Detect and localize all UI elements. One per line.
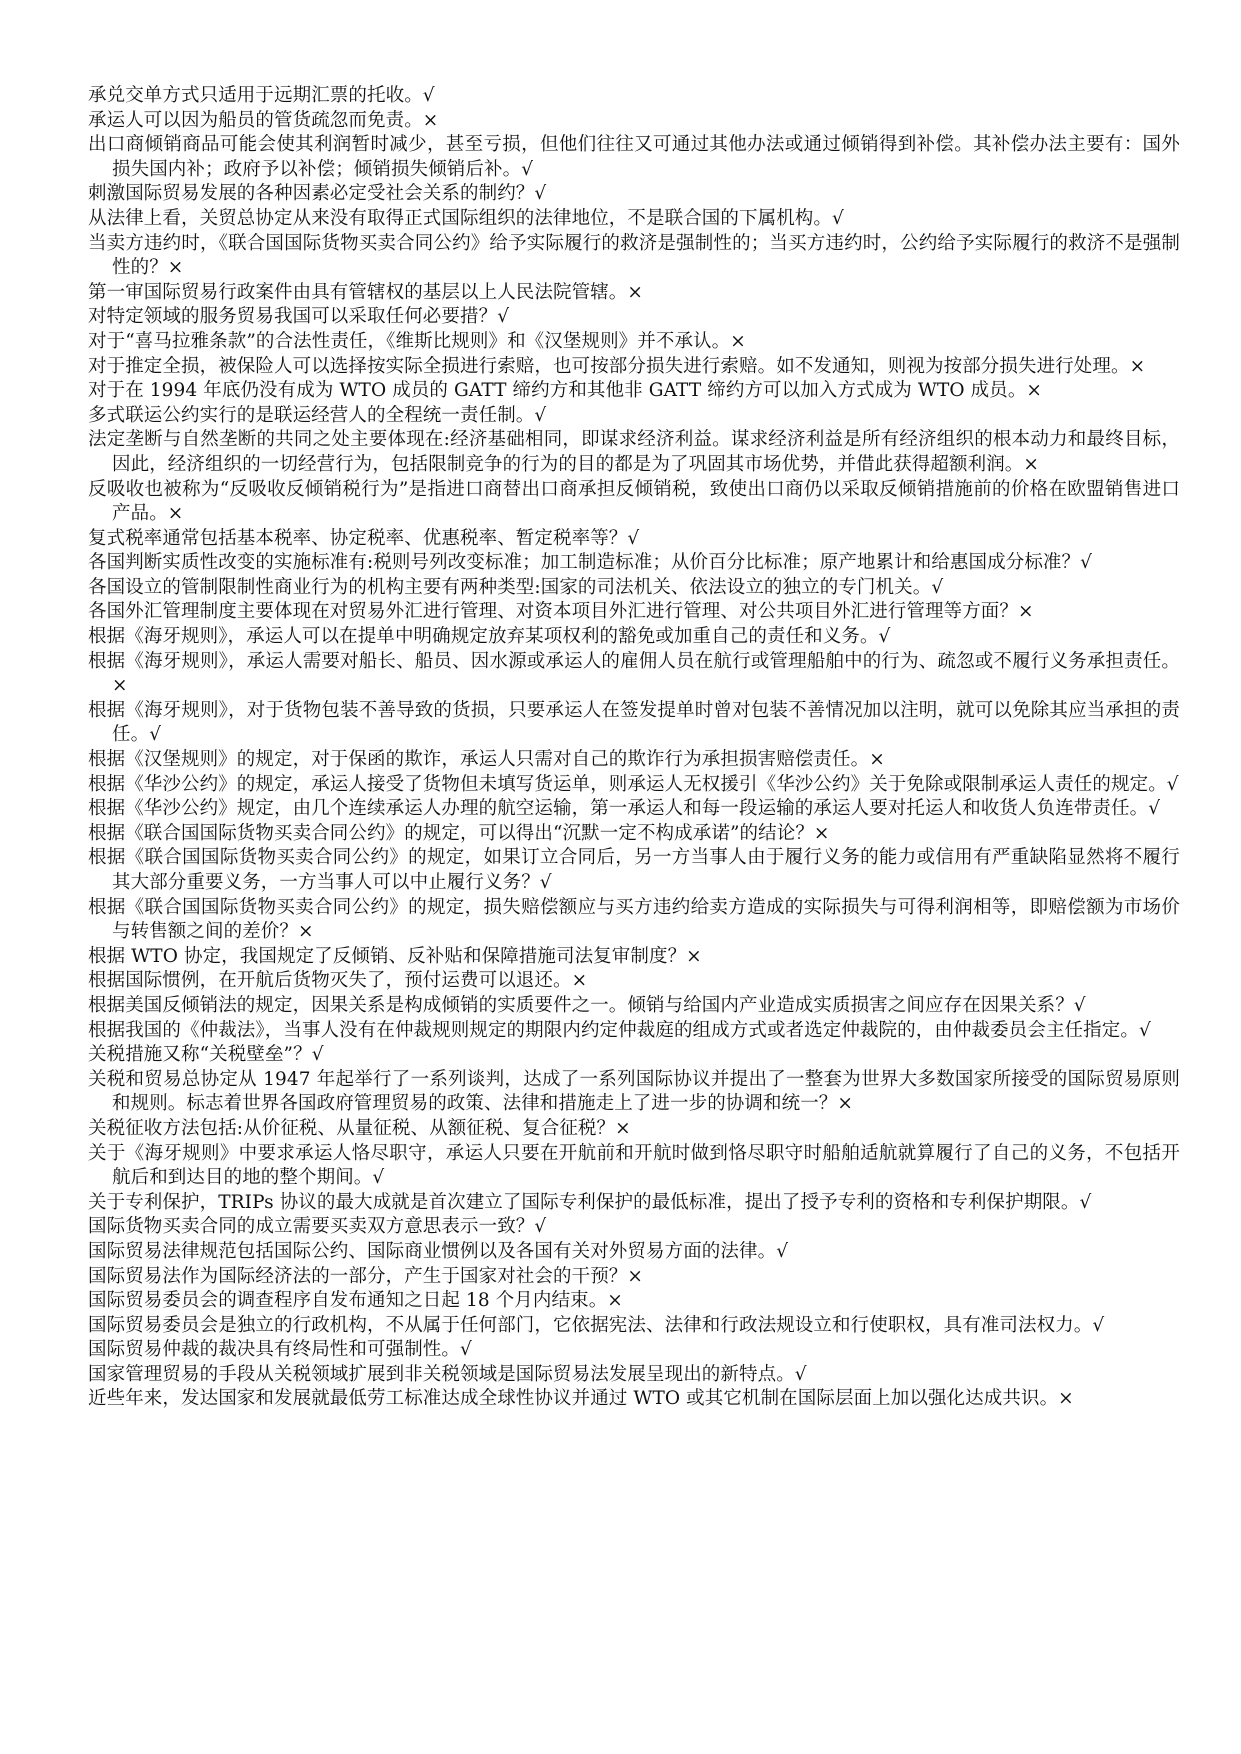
list-item: 根据美国反倾销法的规定，因果关系是构成倾销的实质要件之一。倾销与给国内产业造成实质损害之间应存在因果关系？√ bbox=[88, 994, 1086, 1016]
list-item: 根据《联合国国际货物买卖合同公约》的规定，如果订立合同后，另一方当事人由于履行义务的能力或信用有严重缺陷显然将不履行其大部分重要义务，一方当事人可以中止履行义务？√ bbox=[88, 847, 1180, 893]
list-item: 国际贸易委员会的调查程序自发布通知之日起 18 个月内结束。× bbox=[88, 1290, 623, 1312]
list-item: 根据我国的《仲裁法》，当事人没有在仲裁规则规定的期限内约定仲裁庭的组成方式或者选定仲裁院的，由仲裁委员会主任指定。√ bbox=[88, 1019, 1151, 1041]
list-item: 根据《华沙公约》规定，由几个连续承运人办理的航空运输，第一承运人和每一段运输的承运人要对托运人和收货人负连带责任。√ bbox=[88, 798, 1161, 820]
list-item: 根据《联合国国际货物买卖合同公约》的规定，损失赔偿额应与买方违约给卖方造成的实际损失与可得利润相等，即赔偿额为市场价与转售额之间的差价？× bbox=[88, 896, 1180, 943]
list-item: 承兑交单方式只适用于远期汇票的托收。√ bbox=[88, 85, 435, 106]
list-item: 法定垄断与自然垄断的共同之处主要体现在:经济基础相同，即谋求经济利益。谋求经济利益是所有经济组织的根本动力和最终目标，因此，经济组织的一切经营行为，包括限制竞争的行为的目的都是为了巩固其市场优势，并借此获得超额利润。× bbox=[88, 429, 1180, 475]
list-item: 国际贸易委员会是独立的行政机构，不从属于任何部门，它依据宪法、法律和行政法规设立和行使职权，具有准司法权力。√ bbox=[88, 1314, 1105, 1336]
list-item: 当卖方违约时，《联合国国际货物买卖合同公约》给予实际履行的救济是强制性的；当买方违约时，公约给予实际履行的救济不是强制性的？× bbox=[88, 232, 1180, 279]
list-item: 国际贸易法律规范包括国际公约、国际商业惯例以及各国有关对外贸易方面的法律。√ bbox=[88, 1240, 789, 1262]
list-item: 根据《联合国国际货物买卖合同公约》的规定，可以得出“沉默一定不构成承诺”的结论？× bbox=[88, 822, 830, 844]
list-item: 国际贸易仲裁的裁决具有终局性和可强制性。√ bbox=[88, 1339, 472, 1361]
list-item: 反吸收也被称为“反吸收反倾销税行为”是指进口商替出口商承担反倾销税，致使出口商仍以采取反倾销措施前的价格在欧盟销售进口产品。× bbox=[88, 478, 1180, 525]
list-item: 承运人可以因为船员的管货疏忽而免责。× bbox=[88, 109, 439, 131]
document-page bbox=[88, 84, 1180, 1412]
list-item: 多式联运公约实行的是联运经营人的全程统一责任制。√ bbox=[88, 404, 547, 426]
list-item: 出口商倾销商品可能会使其利润暂时减少，甚至亏损，但他们往往又可通过其他办法或通过倾销得到补偿。其补偿办法主要有：国外损失国内补；政府予以补偿；倾销损失倾销后补。√ bbox=[88, 134, 1180, 180]
list-item: 关税和贸易总协定从 1947 年起举行了一系列谈判，达成了一系列国际协议并提出了一整套为世界大多数国家所接受的国际贸易原则和规则。标志着世界各国政府管理贸易的政策、法律和措施走上了进一步的协调和统一？× bbox=[88, 1068, 1180, 1115]
list-item: 对于推定全损，被保险人可以选择按实际全损进行索赔，也可按部分损失进行索赔。如不发通知，则视为按部分损失进行处理。× bbox=[88, 355, 1146, 377]
list-item: 从法律上看，关贸总协定从来没有取得正式国际组织的法律地位，不是联合国的下属机构。√ bbox=[88, 207, 844, 229]
list-item: 刺激国际贸易发展的各种因素必定受社会关系的制约？√ bbox=[88, 183, 547, 205]
list-item: 关于专利保护，TRIPs 协议的最大成就是首次建立了国际专利保护的最低标准，提出了授予专利的资格和专利保护期限。√ bbox=[88, 1191, 1092, 1213]
list-item: 根据《海牙规则》，承运人需要对船长、船员、因水源或承运人的雇佣人员在航行或管理船舶中的行为、疏忽或不履行义务承担责任。× bbox=[88, 650, 1180, 697]
list-item: 根据《华沙公约》的规定，承运人接受了货物但未填写货运单，则承运人无权援引《华沙公约》关于免除或限制承运人责任的规定。√ bbox=[88, 773, 1179, 795]
list-item: 各国判断实质性改变的实施标准有:税则号列改变标准；加工制造标准；从价百分比标准；原产地累计和给惠国成分标准？√ bbox=[88, 552, 1093, 574]
list-item: 根据《汉堡规则》的规定，对于保函的欺诈，承运人只需对自己的欺诈行为承担损害赔偿责任。× bbox=[88, 749, 885, 771]
list-item: 近些年来，发达国家和发展就最低劳工标准达成全球性协议并通过 WTO 或其它机制在国际层面上加以强化达成共识。× bbox=[88, 1388, 1074, 1410]
list-item: 国际贸易法作为国际经济法的一部分，产生于国家对社会的干预？× bbox=[88, 1265, 644, 1287]
list-item: 根据《海牙规则》，承运人可以在提单中明确规定放弃某项权利的豁免或加重自己的责任和义务。√ bbox=[88, 626, 891, 648]
list-item: 国际货物买卖合同的成立需要买卖双方意思表示一致？√ bbox=[88, 1216, 547, 1238]
list-item: 复式税率通常包括基本税率、协定税率、优惠税率、暂定税率等？√ bbox=[88, 527, 640, 549]
list-item: 关税措施又称“关税壁垒”？√ bbox=[88, 1044, 324, 1066]
list-item: 对于在 1994 年底仍没有成为 WTO 成员的 GATT 缔约方和其他非 GATT 缔约方可以加入方式成为 WTO 成员。× bbox=[88, 380, 1043, 402]
list-item: 关税征收方法包括:从价征税、从量征税、从额征税、复合征税？× bbox=[88, 1117, 631, 1139]
list-item: 国家管理贸易的手段从关税领域扩展到非关税领域是国际贸易法发展呈现出的新特点。√ bbox=[88, 1363, 807, 1385]
list-item: 根据 WTO 协定，我国规定了反倾销、反补贴和保障措施司法复审制度？× bbox=[88, 945, 702, 967]
list-item: 各国外汇管理制度主要体现在对贸易外汇进行管理、对资本项目外汇进行管理、对公共项目外汇进行管理等方面？× bbox=[88, 601, 1034, 623]
list-item: 对于“喜马拉雅条款”的合法性责任，《维斯比规则》和《汉堡规则》并不承认。× bbox=[88, 330, 746, 352]
list-item: 对特定领域的服务贸易我国可以采取任何必要措？√ bbox=[88, 306, 510, 328]
list-item: 根据《海牙规则》，对于货物包装不善导致的货损，只要承运人在签发提单时曾对包装不善情况加以注明，就可以免除其应当承担的责任。√ bbox=[88, 699, 1180, 746]
list-item: 第一审国际贸易行政案件由具有管辖权的基层以上人民法院管辖。× bbox=[88, 281, 644, 303]
list-item: 根据国际惯例，在开航后货物灭失了，预付运费可以退还。× bbox=[88, 970, 588, 992]
list-item: 关于《海牙规则》中要求承运人恪尽职守，承运人只要在开航前和开航时做到恪尽职守时船舶适航就算履行了自己的义务，不包括开航后和到达目的地的整个期间。√ bbox=[88, 1142, 1180, 1189]
list-item: 各国设立的管制限制性商业行为的机构主要有两种类型:国家的司法机关、依法设立的独立的专门机关。√ bbox=[88, 576, 944, 598]
